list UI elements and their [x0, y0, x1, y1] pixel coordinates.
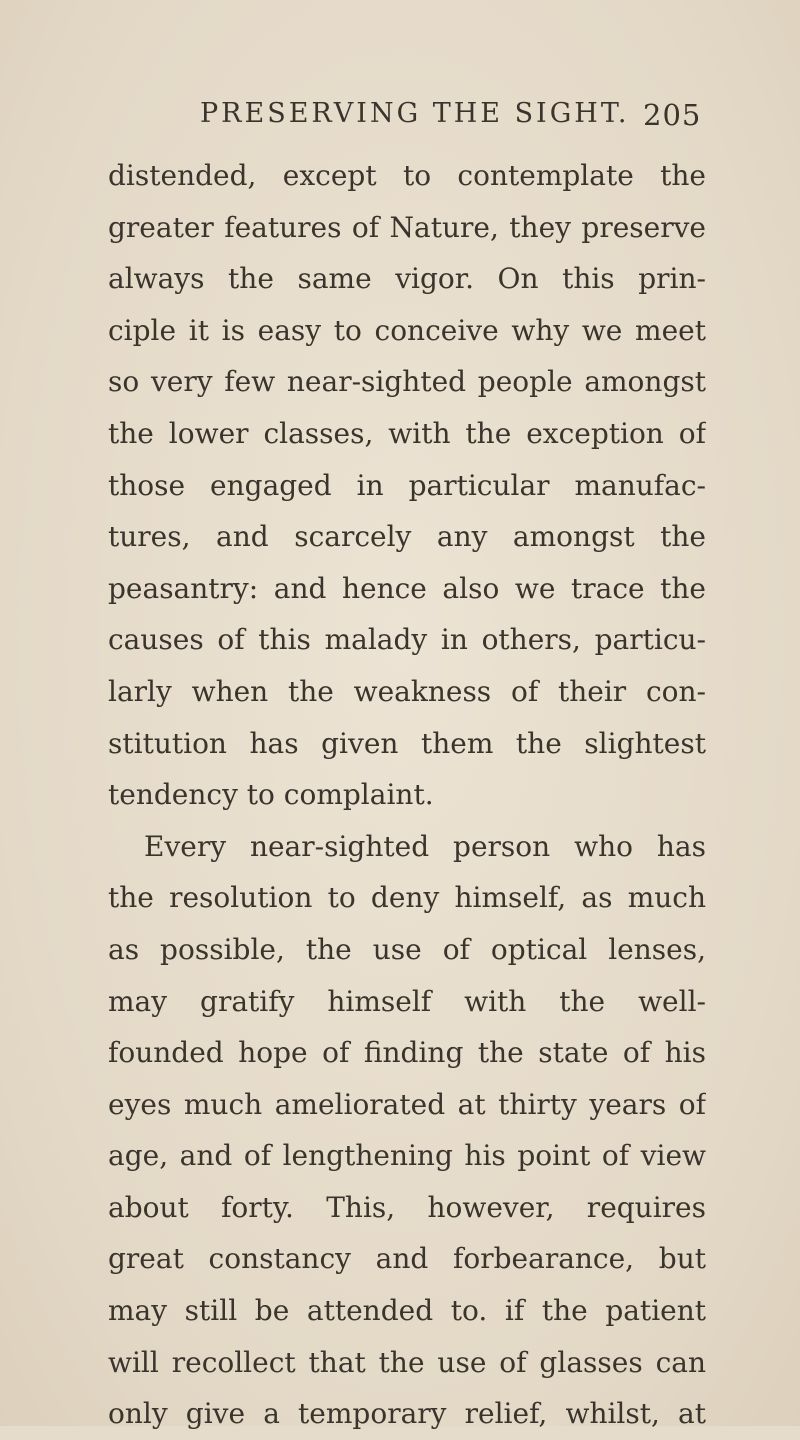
text-line: only give a temporary relief, whilst, at [108, 1397, 706, 1431]
page-number: 205 [643, 98, 702, 132]
running-title: PRESERVING THE SIGHT. [200, 98, 630, 129]
text-line: larly when the weakness of their con- [108, 674, 706, 708]
text-line: peasantry: and hence also we trace the [108, 571, 706, 605]
text-line: causes of this malady in others, particu- [108, 623, 706, 657]
text-line: great constancy and forbearance, but [108, 1242, 706, 1276]
text-line: about forty. This, however, requires [108, 1190, 706, 1224]
text-line: tures, and scarcely any amongst the [108, 520, 706, 554]
text-line: ciple it is easy to conceive why we meet [108, 313, 706, 347]
text-line: always the same vigor. On this prin- [108, 262, 706, 296]
text-line: stitution has given them the slightest [108, 726, 706, 760]
text-line: distended, except to contemplate the [108, 159, 706, 192]
text-line: may still be attended to. if the patient [108, 1294, 706, 1328]
text-line: the lower classes, with the exception of [108, 416, 706, 450]
text-line: will recollect that the use of glasses can [108, 1345, 706, 1379]
text-line: may gratify himself with the well- [108, 984, 706, 1018]
paragraph-start-line: Every near-sighted person who has [144, 829, 706, 863]
text-line: greater features of Nature, they preserve [108, 210, 706, 244]
text-line: those engaged in particular manufac- [108, 468, 706, 502]
body-text [108, 150, 706, 1440]
running-head [200, 98, 720, 142]
text-line: the resolution to deny himself, as much [108, 881, 706, 915]
text-line: as possible, the use of optical lenses, [108, 932, 706, 966]
text-line: eyes much ameliorated at thirty years of [108, 1087, 706, 1121]
text-line: age, and of lengthening his point of view [108, 1139, 706, 1173]
text-line: so very few near-sighted people amongst [108, 365, 706, 399]
text-line: founded hope of finding the state of his [108, 1036, 706, 1070]
paragraph-end-line: tendency to complaint. [108, 778, 434, 812]
